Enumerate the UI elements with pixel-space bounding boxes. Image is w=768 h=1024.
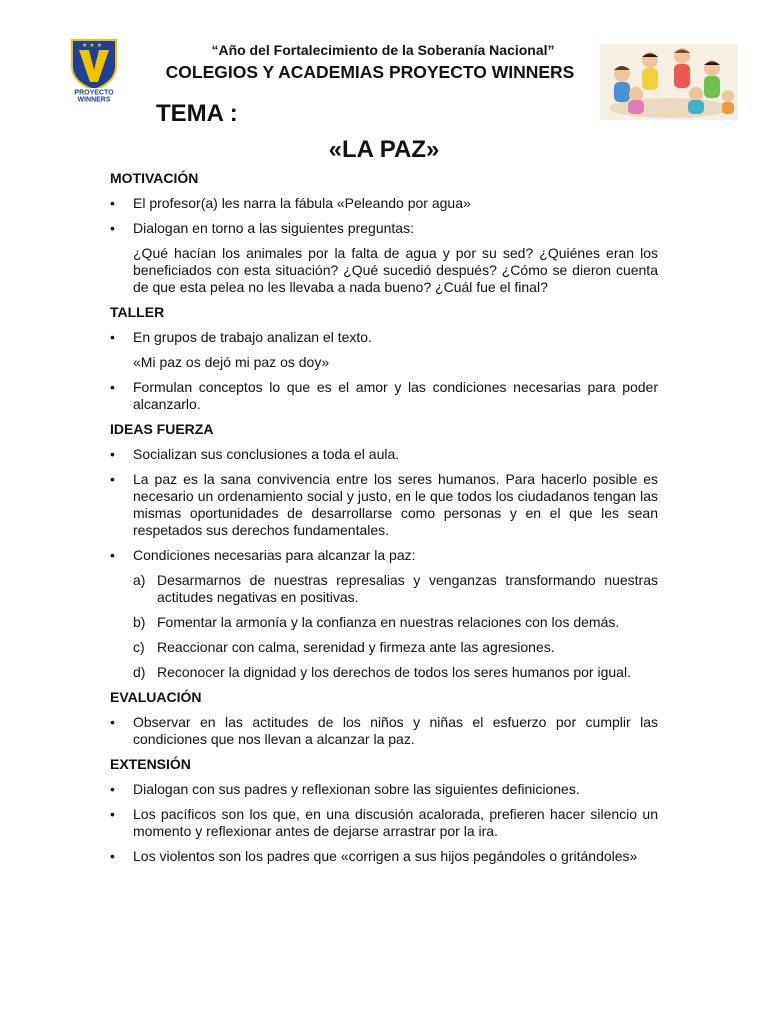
organization-name: COLEGIOS Y ACADEMIAS PROYECTO WINNERS <box>165 62 575 82</box>
proyecto-winners-logo <box>62 36 126 102</box>
sub-list-marker: a) <box>133 572 146 588</box>
sub-list-item <box>110 664 658 681</box>
sub-list-item <box>110 639 658 656</box>
list-item: • Los pacíficos son los que, en una discusión acalorada, prefieren hacer silencio un momento y reflexionar antes de dejarse arrastrar por la ira. <box>110 806 658 840</box>
sub-list-text: Reaccionar con calma, serenidad y firmeza ante las agresiones. <box>157 639 555 655</box>
section-heading-evaluacion: EVALUACIÓN <box>110 689 202 705</box>
sub-list-item <box>110 614 658 631</box>
list-item: • En grupos de trabajo analizan el texto. <box>110 329 658 346</box>
national-year-motto: “Año del Fortalecimiento de la Soberanía Nacional” <box>211 42 555 58</box>
list-item: • Los violentos son los padres que «corrigen a sus hijos pegándoles o gritándoles» <box>110 848 658 865</box>
questions-paragraph: ¿Qué hacían los animales por la falta de agua y por su sed? ¿Quiénes eran los beneficiados con esta situación? ¿Qué sucedió después? ¿Cómo se dieron cuenta de que esta pelea no les llevaba a nada bueno? ¿Cuál fue el final? <box>133 245 658 295</box>
section-heading-taller: TALLER <box>110 304 165 320</box>
sub-list-marker: d) <box>133 664 146 680</box>
svg-text:WINNERS: WINNERS <box>77 96 111 102</box>
list-item: • Dialogan en torno a las siguientes preguntas: <box>110 220 658 237</box>
svg-text:PROYECTO: PROYECTO <box>74 89 114 97</box>
list-item: • Observar en las actitudes de los niños y niñas el esfuerzo por cumplir las condiciones que nos llevan a alcanzar la paz. <box>110 714 658 748</box>
list-item: • Condiciones necesarias para alcanzar la paz: <box>110 547 658 564</box>
sub-list-text: Fomentar la armonía y la confianza en nuestras relaciones con los demás. <box>157 614 620 630</box>
svg-text:★ ★ ★: ★ ★ ★ <box>82 42 102 49</box>
list-item: • Socializan sus conclusiones a toda el aula. <box>110 446 658 463</box>
list-item: • Formulan conceptos lo que es el amor y las condiciones necesarias para poder alcanzarlo. <box>110 379 658 413</box>
sub-list-text: Reconocer la dignidad y los derechos de todos los seres humanos por igual. <box>157 664 631 680</box>
list-item: • El profesor(a) les narra la fábula «Peleando por agua» <box>110 195 658 212</box>
section-heading-ideas-fuerza: IDEAS FUERZA <box>110 421 214 437</box>
document-title: «LA PAZ» <box>328 136 440 163</box>
section-heading-motivacion: MOTIVACIÓN <box>110 170 199 186</box>
sub-list-text: Desarmarnos de nuestras represalias y venganzas transformando nuestras actitudes negativas en positivas. <box>157 572 658 605</box>
list-item: • La paz es la sana convivencia entre los seres humanos. Para hacerlo posible es necesario un ordenamiento social y justo, en le que todos los ciudadanos tengan las mismas oportunidades de desarrollarse como personas y en el que les sean respetados sus derechos fundamentales. <box>110 471 658 539</box>
lesson-content <box>110 170 658 865</box>
tema-label: TEMA : <box>156 100 238 127</box>
section-heading-extension: EXTENSIÓN <box>110 756 191 772</box>
sub-list-marker: b) <box>133 614 146 630</box>
sub-list-item <box>110 572 658 606</box>
quote-paragraph: «Mi paz os dejó mi paz os doy» <box>133 354 330 370</box>
sub-list-marker: c) <box>133 639 145 655</box>
list-item: • Dialogan con sus padres y reflexionan sobre las siguientes definiciones. <box>110 781 658 798</box>
